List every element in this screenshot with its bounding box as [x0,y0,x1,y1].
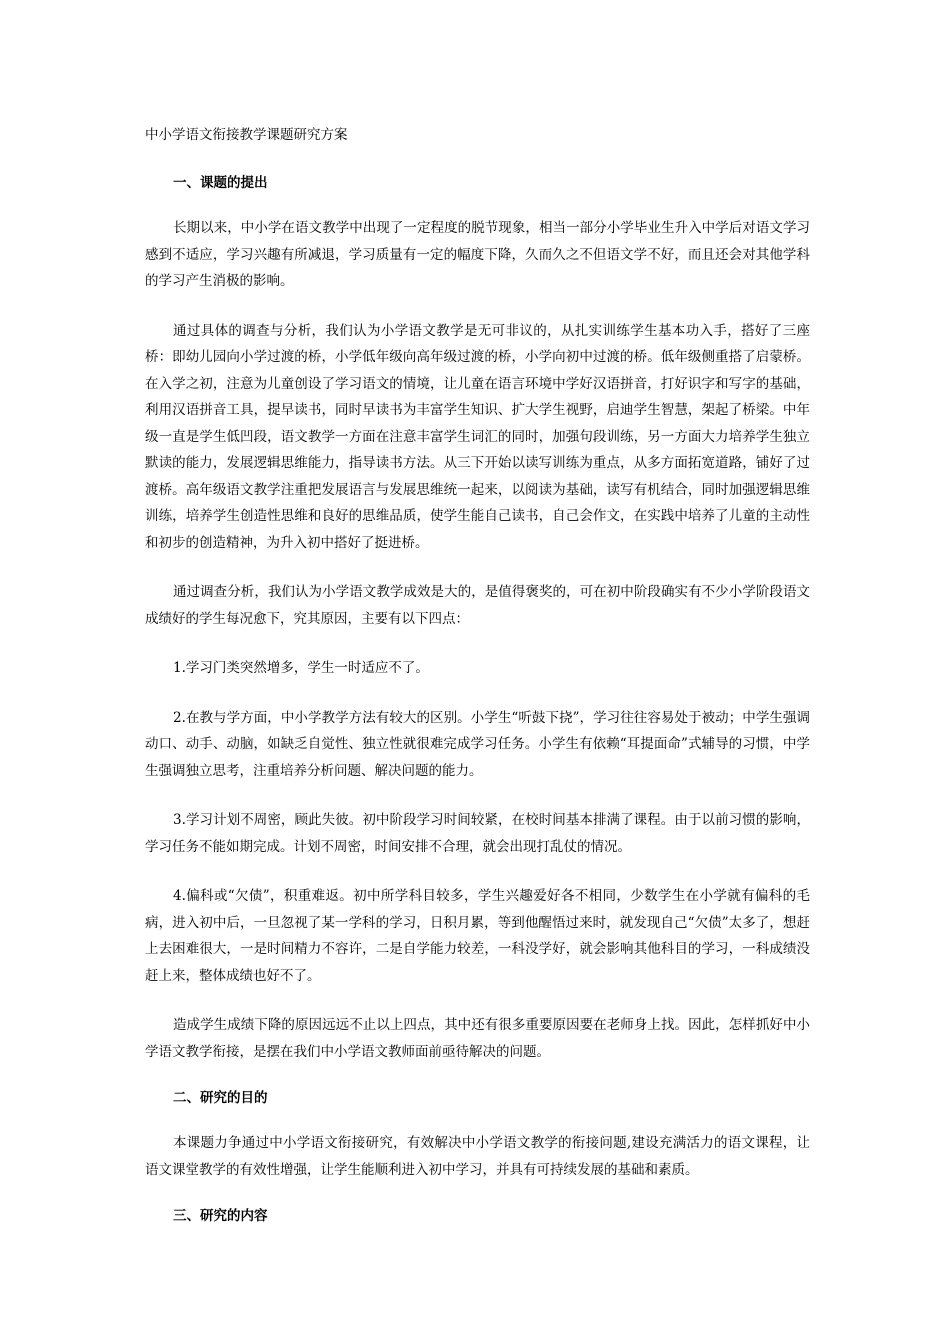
section-heading-1: 一、课题的提出 [173,175,268,191]
document-body [145,125,810,1226]
paragraph: 本课题力争通过中小学语文衔接研究，有效解决中小学语文教学的衔接问题,建设充满活力的语文课程，让语文课堂教学的有效性增强，让学生能顺利进入初中学习，并具有可持续发展的基础和素质。 [145,1135,810,1178]
paragraph: 造成学生成绩下降的原因远远不止以上四点，其中还有很多重要原因要在老师身上找。因此，怎样抓好中小学语文教学衔接，是摆在我们中小学语文教师面前亟待解决的问题。 [145,1017,810,1060]
section-heading-3: 三、研究的内容 [173,1208,268,1224]
paragraph: 通过调查分析，我们认为小学语文教学成效是大的，是值得褒奖的，可在初中阶段确实有不少小学阶段语文成绩好的学生每况愈下，究其原因，主要有以下四点： [145,584,810,627]
list-item-paragraph: 3.学习计划不周密，顾此失彼。初中阶段学习时间较紧，在校时间基本排满了课程。由于以前习惯的影响，学习任务不能如期完成。计划不周密，时间安排不合理，就会出现打乱仗的情况。 [145,812,810,855]
paragraph: 长期以来，中小学在语文教学中出现了一定程度的脱节现象，相当一部分小学毕业生升入中学后对语文学习感到不适应，学习兴趣有所减退，学习质量有一定的幅度下降，久而久之不但语文学不好，而且还会对其他学科的学习产生消极的影响。 [145,220,810,289]
list-item-paragraph: 2.在教与学方面，中小学教学方法有较大的区别。小学生“听鼓下挠”，学习往往容易处于被动；中学生强调动口、动手、动脑，如缺乏自觉性、独立性就很难完成学习任务。小学生有依赖“耳提面命”式辅导的习惯，中学生强调独立思考，注重培养分析问题、解决问题的能力。 [145,709,810,779]
section-heading-2: 二、研究的目的 [173,1090,268,1106]
document-title: 中小学语文衔接教学课题研究方案 [145,127,348,143]
paragraph: 通过具体的调查与分析，我们认为小学语文教学是无可非议的，从扎实训练学生基本功入手，搭好了三座桥：即幼儿园向小学过渡的桥，小学低年级向高年级过渡的桥，小学向初中过渡的桥。低年级侧重搭了启蒙桥。在入学之初，注意为儿童创设了学习语文的情境，让儿童在语言环境中学好汉语拼音，打好识字和写字的基础，利用汉语拼音工具，提早读书，同时早读书为丰富学生知识、扩大学生视野，启迪学生智慧，架起了桥梁。中年级一直是学生低凹段，语文教学一方面在注意丰富学生词汇的同时，加强句段训练，另一方面大力培养学生独立默读的能力，发展逻辑思维能力，指导读书方法。从三下开始以读写训练为重点，从多方面拓宽道路，铺好了过渡桥。高年级语文教学注重把发展语言与发展思维统一起来，以阅读为基础，读写有机结合，同时加强逻辑思维训练，培养学生创造性思维和良好的思维品质，使学生能自己读书，自己会作文，在实践中培养了儿童的主动性和初步的创造精神，为升入初中搭好了挺进桥。 [145,322,810,551]
list-item-paragraph: 4.偏科或“欠债”，积重难返。初中所学科目较多，学生兴趣爱好各不相同，少数学生在小学就有偏科的毛病，进入初中后，一旦忽视了某一学科的学习，日积月累，等到他醒悟过来时，就发现自己“欠债”太多了，想赶上去困难很大，一是时间精力不容许，二是自学能力较差，一科没学好，就会影响其他科目的学习，一科成绩没赶上来，整体成绩也好不了。 [145,888,810,984]
list-item-paragraph: 1.学习门类突然增多，学生一时适应不了。 [173,660,429,676]
